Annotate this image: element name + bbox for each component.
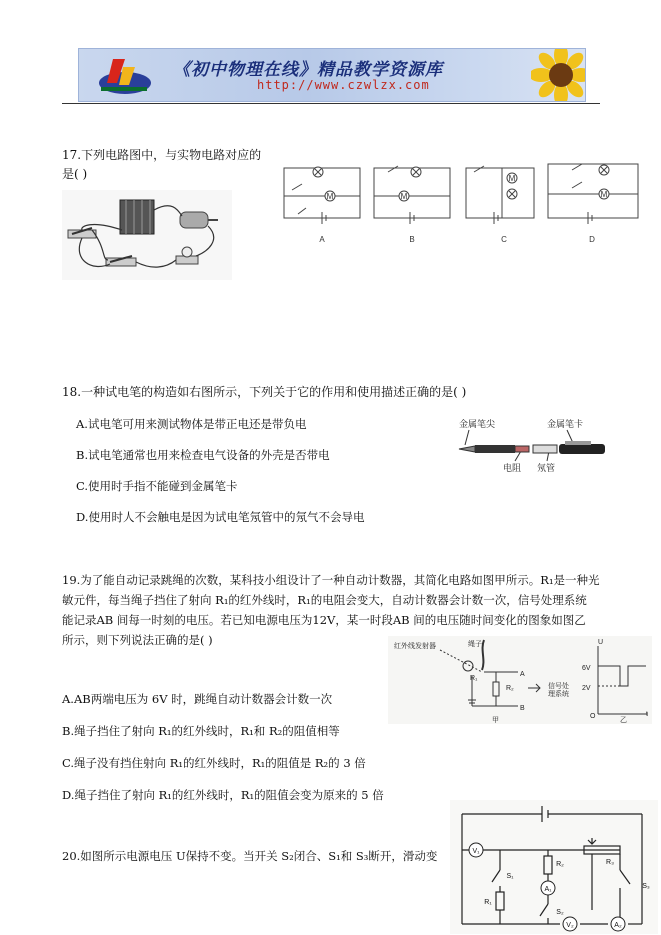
sunflower-icon bbox=[531, 48, 586, 102]
label-rope: 绳子 bbox=[468, 641, 482, 648]
q18-option-a[interactable]: A.试电笔可用来测试物体是带正电还是带负电 bbox=[76, 417, 307, 431]
q18-test-pen-figure bbox=[455, 415, 615, 475]
q19-stem-line4: 所示，则下列说法正确的是( ) bbox=[62, 633, 213, 647]
header-banner bbox=[78, 48, 586, 102]
q19-stem-line1: 19.为了能自动记录跳绳的次数，某科技小组设计了一种自动计数器，其简化电路如图甲所示。R₁是一种光 bbox=[62, 573, 600, 587]
label-u-axis: U bbox=[598, 639, 604, 646]
q19-option-a[interactable]: A.AB两端电压为 6V 时，跳绳自动计数器会计数一次 bbox=[62, 692, 333, 706]
q19-stem-line3: 能记录AB 间每一时刻的电压。若已知电源电压为12V，某一时段AB 间的电压随时间变化的图象如图乙 bbox=[62, 613, 586, 627]
circuit-option-a bbox=[284, 167, 360, 224]
label-b: B bbox=[520, 705, 525, 712]
label-ir-emitter: 红外线发射器 bbox=[394, 643, 436, 650]
circuit-option-b bbox=[374, 166, 450, 224]
q19-option-d[interactable]: D.绳子挡住了射向 R₁的红外线时，R₁的阻值会变为原来的 5 倍 bbox=[62, 788, 384, 802]
banner-title: 《初中物理在线》精品教学资源库 bbox=[173, 60, 443, 80]
label-signal-2: 理系统 bbox=[548, 691, 569, 698]
header-divider bbox=[62, 103, 600, 104]
option-label-b: B bbox=[409, 235, 415, 244]
label-a1: A₁ bbox=[544, 886, 552, 893]
q19-stem-line2: 敏元件，每当绳子挡住了射向 R₁的红外线时，R₁的电阻会变大，自动计数器会计数一次，信号处理系统 bbox=[62, 593, 587, 607]
circuit-option-d bbox=[548, 164, 638, 224]
label-neon: 氖管 bbox=[537, 463, 556, 473]
label-t-axis: t bbox=[646, 711, 648, 718]
motor-label: M bbox=[600, 190, 608, 199]
label-metal-tip: 金属笔尖 bbox=[459, 419, 496, 429]
q18-stem: 18.一种试电笔的构造如右图所示，下列关于它的作用和使用描述正确的是( ) bbox=[62, 385, 467, 399]
label-r1: R₁ bbox=[484, 899, 492, 906]
label-r2: R₂ bbox=[556, 861, 564, 868]
motor-label: M bbox=[400, 192, 408, 201]
q18-option-b[interactable]: B.试电笔通常也用来检查电气设备的外壳是否带电 bbox=[76, 448, 330, 462]
label-s3: S₃ bbox=[642, 883, 650, 890]
q17-physical-circuit-photo bbox=[62, 190, 232, 280]
q19-option-b[interactable]: B.绳子挡住了射向 R₁的红外线时，R₁和 R₂的阻值相等 bbox=[62, 724, 340, 738]
label-signal-1: 信号处 bbox=[548, 683, 569, 690]
q18-option-d[interactable]: D.使用时人不会触电是因为试电笔氖管中的氖气不会导电 bbox=[76, 510, 365, 524]
q17-stem-line2: 是( ) bbox=[62, 167, 88, 181]
q19-option-c[interactable]: C.绳子没有挡住射向 R₁的红外线时，R₁的阻值是 R₂的 3 倍 bbox=[62, 756, 366, 770]
label-r2: R₂ bbox=[506, 685, 514, 692]
option-label-a: A bbox=[319, 235, 325, 244]
label-v1: V₁ bbox=[472, 848, 480, 855]
q20-circuit-figure bbox=[450, 800, 658, 934]
label-a: A bbox=[520, 671, 525, 678]
knife-switch-icon bbox=[106, 256, 136, 266]
label-2v: 2V bbox=[582, 685, 591, 692]
q18-option-c[interactable]: C.使用时手指不能碰到金属笔卡 bbox=[76, 479, 238, 493]
label-s2: S₂ bbox=[556, 909, 564, 916]
label-6v: 6V bbox=[582, 665, 591, 672]
label-r3: R₃ bbox=[606, 859, 614, 866]
banner-url[interactable]: http://www.czwlzx.com bbox=[257, 78, 430, 92]
motor-label: M bbox=[508, 174, 516, 183]
test-pen-body-icon bbox=[459, 441, 605, 454]
option-label-c: C bbox=[501, 235, 507, 244]
label-a2: A₂ bbox=[614, 922, 622, 929]
q17-stem-line1: 17.下列电路图中，与实物电路对应的 bbox=[62, 148, 262, 162]
circuit-option-c bbox=[466, 166, 534, 224]
q20-stem: 20.如图所示电源电压 U保持不变。当开关 S₂闭合、S₁和 S₃断开，滑动变 bbox=[62, 849, 438, 863]
option-label-d: D bbox=[589, 235, 595, 244]
label-resistor: 电阻 bbox=[503, 463, 522, 473]
q17-circuit-options bbox=[272, 158, 642, 250]
q19-circuit-and-graph bbox=[388, 636, 652, 724]
logo-icon bbox=[95, 53, 159, 97]
motor-label: M bbox=[326, 192, 334, 201]
label-v2: V₂ bbox=[566, 922, 574, 929]
battery-pack-icon bbox=[120, 200, 154, 234]
label-s1: S₁ bbox=[506, 873, 514, 880]
label-fig-yi: 乙 bbox=[620, 717, 627, 724]
label-fig-jia: 甲 bbox=[492, 717, 499, 724]
label-metal-clip: 金属笔卡 bbox=[547, 419, 584, 429]
label-r1: R₁ bbox=[470, 675, 478, 682]
label-origin: O bbox=[590, 713, 596, 720]
